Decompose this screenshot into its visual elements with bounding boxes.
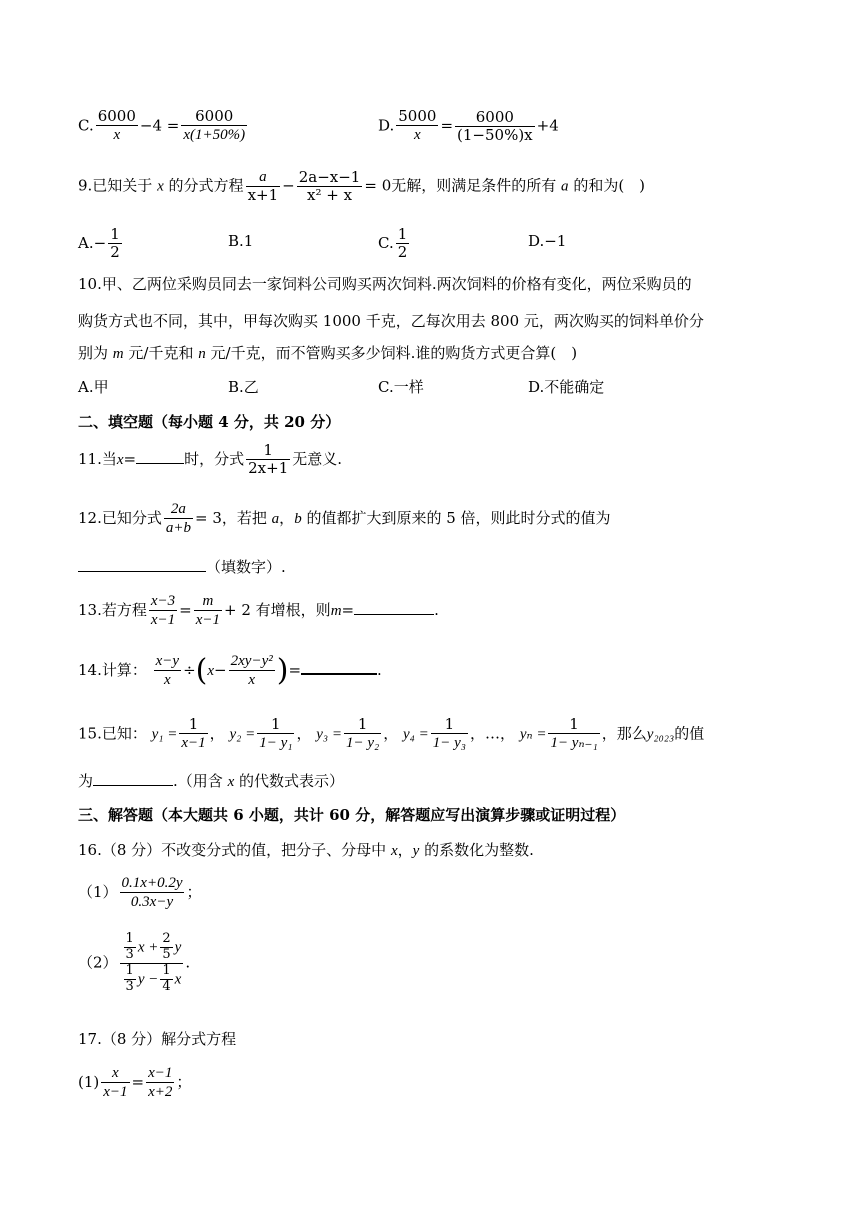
question-11: 11.当x= 时，分式 $\frac{1}{2x+1}$ 无意义.	[78, 441, 343, 478]
fraction: $\frac{0.1x+0.2y}{0.3x-y}$	[121, 875, 183, 911]
answer-blank[interactable]	[93, 785, 173, 786]
q9-option-d: D.−1	[528, 232, 567, 250]
question-15-line2: 为 .（用含 x 的代数式表示）	[78, 772, 345, 790]
fraction: $\frac{2a-x-1}{\text{x² + x}}$	[298, 167, 361, 204]
fraction: $\frac{1}{\text{1− yₙ₋₁}}$	[550, 715, 598, 752]
q9-option-a: A.− $\frac{1}{2}$	[78, 225, 120, 262]
fraction: $\frac{6000}{x}$	[97, 107, 136, 144]
fraction: $\frac{1}{2}$	[397, 225, 408, 262]
q10-option-b: B.乙	[228, 378, 259, 396]
fraction: $\frac{6000}{x(1+50\%)}$	[183, 107, 246, 144]
q10-option-d: D.不能确定	[528, 378, 605, 396]
fraction: $\frac{a}{x+1}$	[247, 169, 279, 205]
fraction: $\frac{x-1}{x+2}$	[148, 1065, 173, 1101]
compound-fraction: $\frac{1}{3}$ x + $\frac{2}{5}$ y $\frac{1}{3}$ y − $\frac{1}{4}$ x	[120, 932, 184, 995]
question-9: 9.已知关于 x 的分式方程 $\frac{a}{x+1}$ − $\frac{2a-x-1}{\text{x² + x}}$ = 0无解，则满足条件的所有 a 的和为( )	[78, 167, 646, 205]
fraction: $\frac{x-3}{x-1}$	[150, 593, 176, 629]
question-10-line2: 购货方式也不同，其中，甲每次购买 1000 千克，乙每次用去 800 元，两次购买的饲料单价分	[78, 312, 704, 330]
fraction: $\frac{1}{\text{1− y₂}}$	[345, 715, 380, 752]
question-13: 13.若方程 $\frac{x-3}{x-1}$ = $\frac{m}{x-1}$ + 2 有增根，则m= .	[78, 593, 439, 629]
fraction: $\frac{x}{x-1}$	[103, 1065, 128, 1101]
fraction: $\frac{1}{x-1}$	[181, 715, 206, 752]
question-14: 14.计算： $\frac{x-y}{x}$ ÷(x− $\frac{\text{2xy−y²}}{x}$ )= .	[78, 652, 382, 689]
fraction: $\frac{\text{2xy−y²}}{x}$	[230, 653, 273, 689]
q9-option-c: C. $\frac{1}{2}$	[378, 225, 408, 262]
question-16-part2: （2） $\frac{1}{3}$ x + $\frac{2}{5}$ y $\frac{1}{3}$ y − $\frac{1}{4}$ x .	[78, 931, 191, 994]
fraction: $\frac{1}{2x+1}$	[248, 441, 289, 478]
fraction: $\frac{5000}{x}$	[398, 107, 437, 144]
question-12: 12.已知分式 $\frac{2a}{a+b}$ = 3，若把 a，b 的值都扩大到原来的 5 倍，则此时分式的值为	[78, 501, 611, 537]
fraction: $\frac{x-y}{x}$	[155, 653, 180, 689]
question-10-line3: 别为 m 元/千克和 n 元/千克，而不管购买多少饲料.谁的购货方式更合算( )	[78, 344, 578, 362]
fraction: $\frac{1}{2}$	[110, 225, 120, 262]
question-16-part1: （1） $\frac{0.1x+0.2y}{0.3x-y}$ ；	[78, 875, 202, 911]
question-12-line2: （填数字）.	[78, 560, 286, 575]
fraction: $\frac{6000}{(1-50\%)x}$	[457, 107, 533, 144]
fraction: $\frac{1}{\text{1− y₁}}$	[259, 715, 293, 752]
question-17: 17.（8 分）解分式方程	[78, 1030, 237, 1048]
fraction: $\frac{1}{\text{1− y₃}}$	[432, 715, 467, 752]
q9-option-b: B.1	[228, 232, 254, 250]
question-10-line1: 10.甲、乙两位采购员同去一家饲料公司购买两次饲料.两次饲料的价格有变化，两位采购员的	[78, 275, 692, 293]
q8-option-c: C. $\frac{6000}{x}$ −4 = $\frac{6000}{x(1+50\%)}$	[78, 107, 246, 144]
question-15: 15.已知： y₁ = $\frac{1}{x-1}$ ， y₂ = $\frac{1}{\text{1− y₁}}$ ， y₃ = $\frac{1}{\text{1− y₂}}$ ， y₄ = $\frac{1}{\text{1− y₃}}$ ，…， yₙ = $\frac{1}{\text{1− yₙ₋₁}}$ ，那么y₂₀₂₃的值	[78, 715, 705, 752]
fraction: $\frac{2a}{a+b}$	[165, 501, 191, 537]
answer-blank[interactable]	[136, 463, 184, 464]
answer-blank[interactable]	[354, 614, 434, 615]
section-heading-fill-in: 二、填空题（每小题 4 分，共 20 分）	[78, 413, 341, 431]
answer-blank[interactable]	[78, 571, 206, 572]
fraction: $\frac{m}{x-1}$	[195, 593, 220, 629]
q10-option-c: C.一样	[378, 378, 424, 396]
q10-option-a: A.甲	[78, 378, 109, 396]
question-16: 16.（8 分）不改变分式的值，把分子、分母中 x，y 的系数化为整数.	[78, 841, 534, 859]
answer-blank[interactable]	[301, 673, 377, 675]
section-heading-solutions: 三、解答题（本大题共 6 小题，共计 60 分，解答题应写出演算步骤或证明过程）	[78, 806, 626, 824]
question-17-part1: (1) $\frac{x}{x-1}$ = $\frac{x-1}{x+2}$ ；	[78, 1065, 192, 1101]
q8-option-d: D. $\frac{5000}{x}$ = $\frac{6000}{(1-50\%)x}$ +4	[378, 107, 559, 144]
